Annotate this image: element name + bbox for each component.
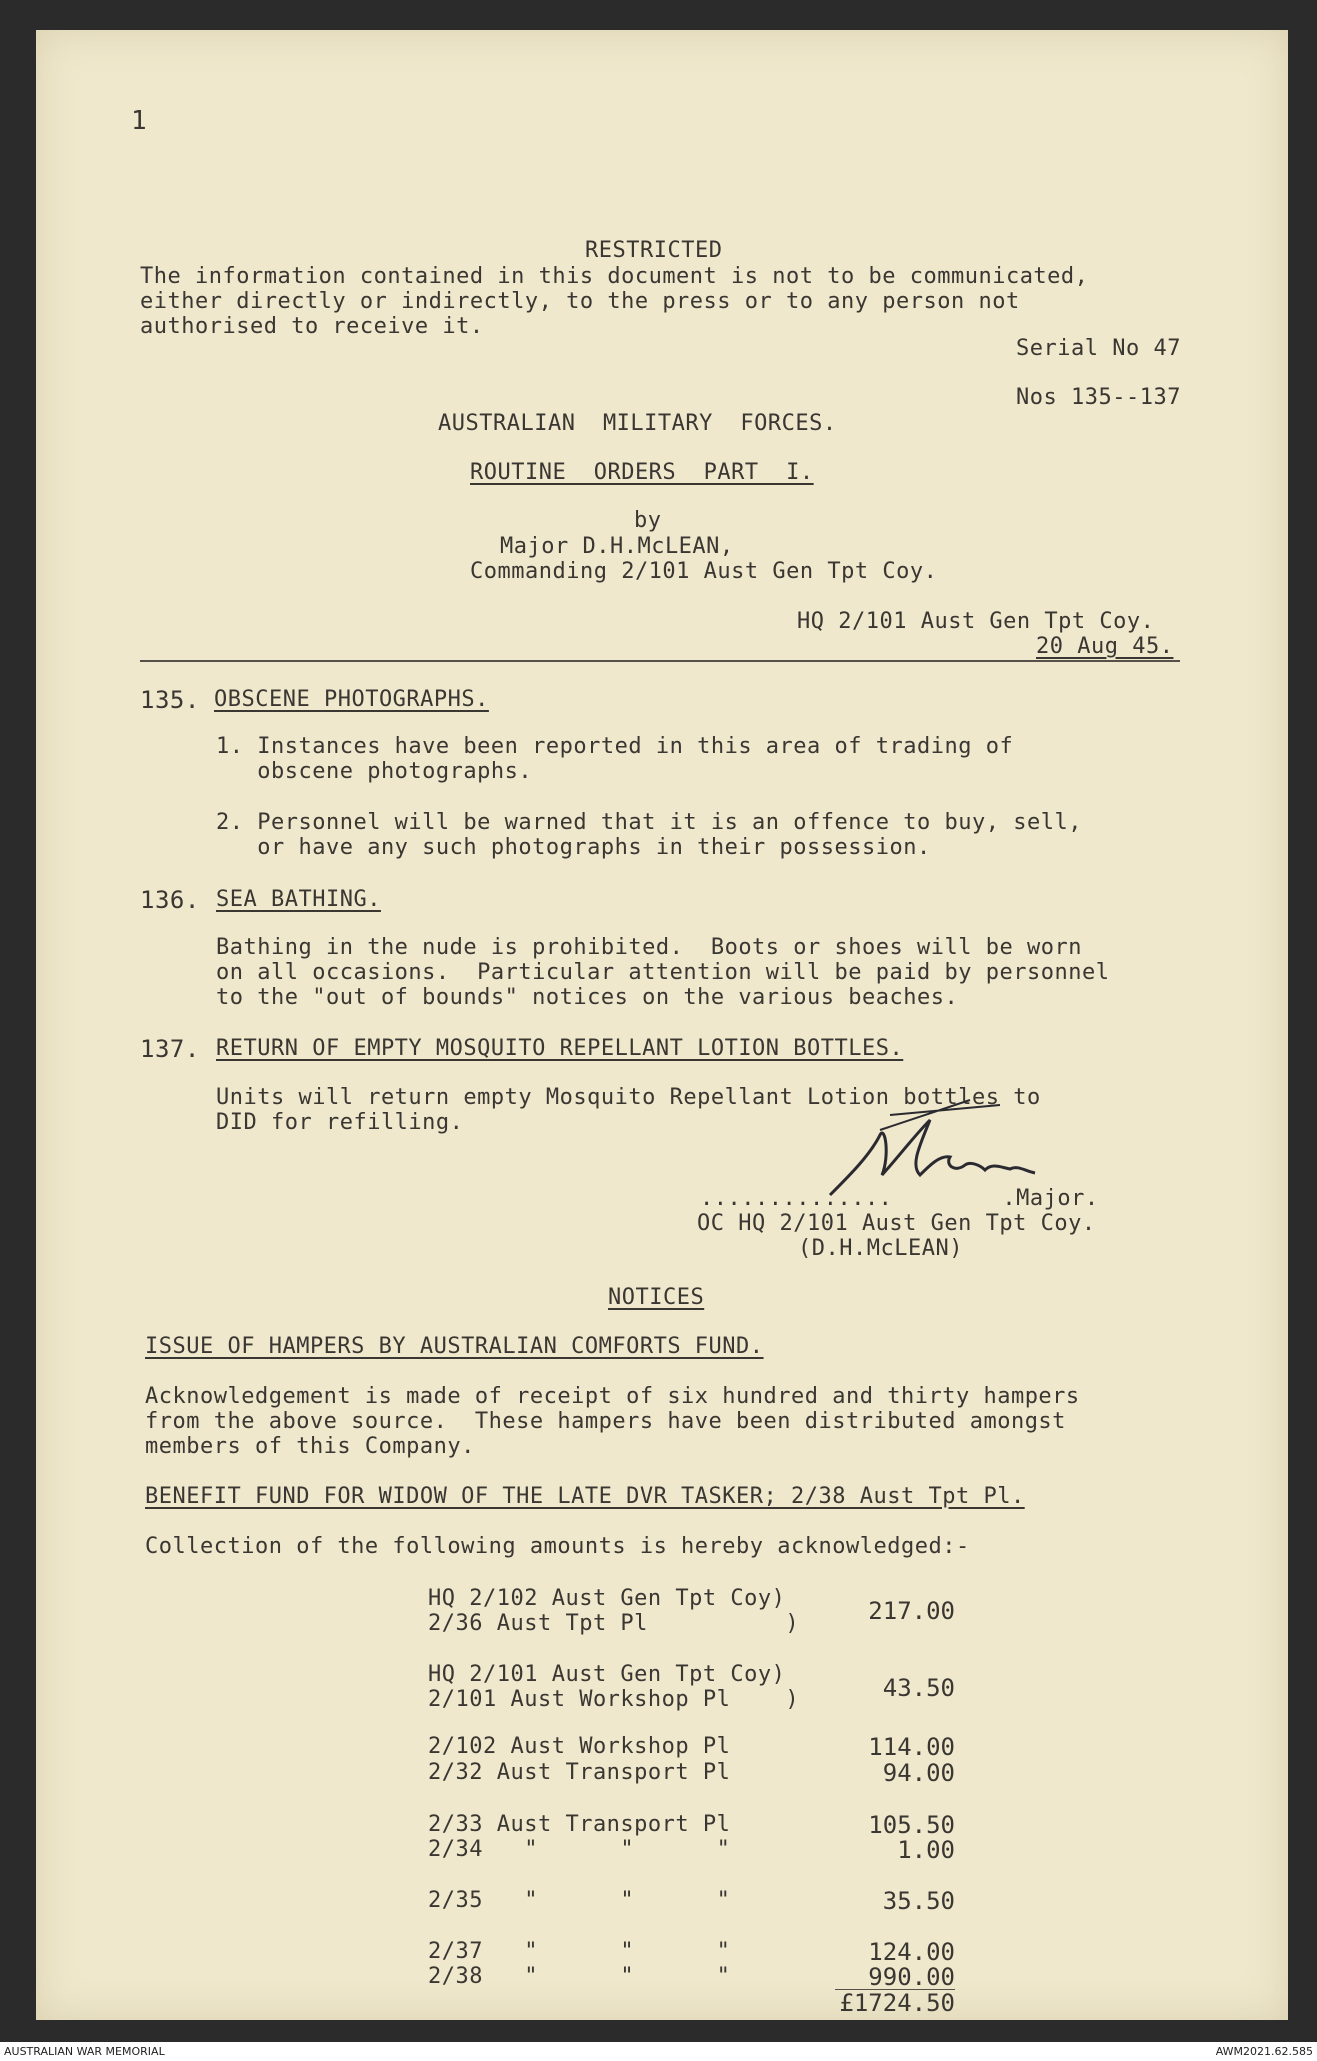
- collection-total: £1724.50: [839, 1989, 955, 2017]
- collection-amount: 124.00: [868, 1938, 955, 1966]
- signature-line: .............. .Major.: [700, 1186, 1099, 1211]
- collection-amount: 990.00: [868, 1963, 955, 1991]
- item-number: 137.: [140, 1035, 200, 1063]
- collection-amount: 114.00: [868, 1733, 955, 1761]
- notices-heading: NOTICES: [608, 1285, 705, 1310]
- item-title: RETURN OF EMPTY MOSQUITO REPELLANT LOTION BOTTLES.: [216, 1036, 904, 1061]
- collection-amount: 217.00: [868, 1597, 955, 1625]
- hq-line: HQ 2/101 Aust Gen Tpt Coy.: [797, 609, 1155, 634]
- item-title: OBSCENE PHOTOGRAPHS.: [214, 687, 489, 712]
- header-rule: [140, 660, 1180, 662]
- officer-name: Major D.H.McLEAN,: [500, 534, 734, 559]
- collection-unit: 2/33 Aust Transport Pl: [428, 1812, 731, 1837]
- collection-amount: 1.00: [897, 1836, 955, 1864]
- collection-unit: 2/32 Aust Transport Pl: [428, 1760, 731, 1785]
- item-text: Bathing in the nude is prohibited. Boots or shoes will be worn: [216, 935, 1082, 960]
- page-mark: 1: [131, 106, 148, 136]
- item-title: SEA BATHING.: [216, 887, 381, 912]
- restricted-label: RESTRICTED: [585, 238, 723, 263]
- serial-number: Serial No 47: [1016, 336, 1181, 361]
- signature-name: (D.H.McLEAN): [798, 1236, 963, 1261]
- item-text: DID for refilling.: [216, 1110, 464, 1135]
- item-text: to the "out of bounds" notices on the various beaches.: [216, 985, 959, 1010]
- commanding-line: Commanding 2/101 Aust Gen Tpt Coy.: [470, 559, 938, 584]
- signature-title: OC HQ 2/101 Aust Gen Tpt Coy.: [697, 1211, 1096, 1236]
- order-date: 20 Aug 45.: [1036, 634, 1174, 659]
- item-text: 1. Instances have been reported in this area of trading of: [216, 734, 1014, 759]
- collection-unit: 2/36 Aust Tpt Pl ): [428, 1611, 800, 1636]
- order-numbers: Nos 135--137: [1016, 385, 1181, 410]
- hampers-title: ISSUE OF HAMPERS BY AUSTRALIAN COMFORTS FUND.: [145, 1334, 764, 1359]
- warning-line-3: authorised to receive it.: [140, 314, 484, 339]
- item-text: obscene photographs.: [216, 759, 533, 784]
- collection-unit: HQ 2/102 Aust Gen Tpt Coy): [428, 1586, 786, 1611]
- collection-amount: 105.50: [868, 1811, 955, 1839]
- item-number: 135.: [140, 686, 200, 714]
- collection-amount: 35.50: [882, 1887, 955, 1915]
- collection-unit: 2/37 " " ": [428, 1939, 731, 1964]
- collection-unit: 2/34 " " ": [428, 1837, 731, 1862]
- collection-amount: 94.00: [882, 1759, 955, 1787]
- archive-id: AWM2021.62.585: [1215, 2045, 1313, 2058]
- archive-footer: [0, 2042, 1317, 2061]
- forces-title: AUSTRALIAN MILITARY FORCES.: [438, 411, 837, 436]
- collection-unit: 2/102 Aust Workshop Pl: [428, 1734, 731, 1759]
- orders-title: ROUTINE ORDERS PART I.: [470, 460, 814, 485]
- warning-line-2: either directly or indirectly, to the press or to any person not: [140, 289, 1020, 314]
- collection-unit: 2/38 " " ": [428, 1964, 731, 1989]
- hampers-text: from the above source. These hampers have been distributed amongst: [145, 1409, 1066, 1434]
- warning-line-1: The information contained in this document is not to be communicated,: [140, 264, 1089, 289]
- archive-name: AUSTRALIAN WAR MEMORIAL: [4, 2045, 165, 2058]
- item-text: 2. Personnel will be warned that it is an offence to buy, sell,: [216, 810, 1082, 835]
- item-number: 136.: [140, 886, 200, 914]
- collection-amount: 43.50: [882, 1674, 955, 1702]
- item-text: or have any such photographs in their possession.: [216, 835, 931, 860]
- item-text: on all occasions. Particular attention will be paid by personnel: [216, 960, 1110, 985]
- collection-unit: 2/35 " " ": [428, 1888, 731, 1913]
- collection-text: Collection of the following amounts is hereby acknowledged:-: [145, 1534, 970, 1559]
- collection-unit: HQ 2/101 Aust Gen Tpt Coy): [428, 1662, 786, 1687]
- hampers-text: Acknowledgement is made of receipt of six hundred and thirty hampers: [145, 1384, 1080, 1409]
- collection-unit: 2/101 Aust Workshop Pl ): [428, 1687, 800, 1712]
- hampers-text: members of this Company.: [145, 1434, 475, 1459]
- item-text: Units will return empty Mosquito Repellant Lotion bottles to: [216, 1085, 1041, 1110]
- benefit-title: BENEFIT FUND FOR WIDOW OF THE LATE DVR TASKER; 2/38 Aust Tpt Pl.: [145, 1484, 1025, 1509]
- by-label: by: [634, 508, 662, 533]
